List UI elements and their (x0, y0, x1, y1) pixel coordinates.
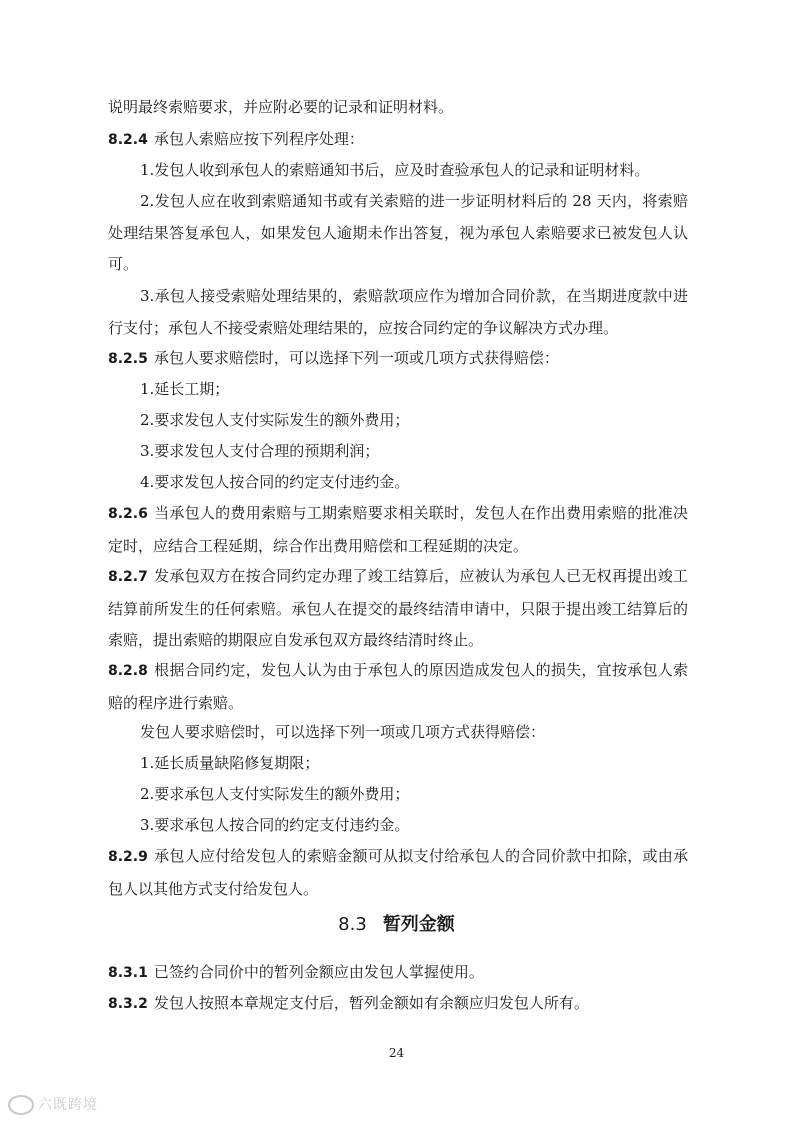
list-item: 2.要求承包人支付实际发生的额外费用； (140, 785, 410, 803)
clause-text: 当承包人的费用索赔与工期索赔要求相关联时，发包人在作出费用索赔的批准决定时，应结合工程延期，综合作出费用赔偿和工程延期的决定。 (108, 504, 688, 555)
clause-number: 8.2.9 (108, 849, 148, 865)
list-item: 3.要求发包人支付合理的预期利润； (140, 442, 380, 460)
clause-number: 8.2.6 (108, 506, 148, 522)
page-number: 24 (388, 1046, 405, 1060)
clause-8-2-9 (108, 841, 688, 905)
clause-number: 8.2.7 (108, 569, 148, 585)
clause-text: 根据合同约定，发包人认为由于承包人的原因造成发包人的损失，宜按承包人索赔的程序进行索赔。 (108, 661, 688, 712)
watermark-text: 六既跨境 (38, 1097, 98, 1113)
clause-text: 承包人索赔应按下列程序处理： (153, 130, 364, 148)
clause-text: 承包人应付给发包人的索赔金额可从拟支付给承包人的合同价款中扣除，或由承包人以其他方式支付给发包人。 (108, 847, 688, 898)
clause-8-2-4 (108, 124, 688, 157)
list-item: 2.要求发包人支付实际发生的额外费用； (140, 411, 410, 429)
watermark (8, 1094, 98, 1115)
paragraph: 说明最终索赔要求，并应附必要的记录和证明材料。 (108, 98, 454, 116)
clause-number: 8.2.5 (108, 351, 148, 367)
list-item: 4.要求发包人按合同的约定支付违约金。 (140, 473, 410, 491)
clause-8-2-6 (108, 498, 688, 562)
list-item: 1.延长工期； (140, 380, 230, 398)
watermark-logo-icon (8, 1095, 34, 1115)
list-item: 3.要求承包人按合同的约定支付违约金。 (140, 816, 410, 834)
clause-number: 8.3.1 (108, 965, 148, 981)
clause-text: 发承包双方在按合同约定办理了竣工结算后，应被认为承包人已无权再提出竣工结算前所发生的任何索赔。承包人在提交的最终结清申请中，只限于提出竣工结算后的索赔，提出索赔的期限应自发承包双方最终结清时终止。 (108, 567, 688, 649)
clause-8-3-1 (108, 957, 688, 990)
list-item: 3.承包人接受索赔处理结果的，索赔款项应作为增加合同价款，在当期进度款中进行支付；承包人不接受索赔处理结果的，应按合同约定的争议解决方式办理。 (108, 287, 688, 337)
list-item: 1.延长质量缺陷修复期限； (140, 754, 320, 772)
paragraph: 发包人要求赔偿时，可以选择下列一项或几项方式获得赔偿： (140, 723, 546, 741)
clause-8-2-7 (108, 561, 688, 657)
section-heading (0, 910, 793, 936)
section-title: 暂列金额 (382, 914, 455, 935)
clause-text: 承包人要求赔偿时，可以选择下列一项或几项方式获得赔偿： (153, 349, 559, 367)
list-item: 1.发包人收到承包人的索赔通知书后，应及时查验承包人的记录和证明材料。 (140, 161, 650, 179)
clause-number: 8.2.4 (108, 132, 148, 148)
clause-8-2-8 (108, 655, 688, 719)
section-number: 8.3 (338, 914, 367, 935)
clause-number: 8.3.2 (108, 996, 148, 1012)
clause-text: 发包人按照本章规定支付后，暂列金额如有余额应归发包人所有。 (153, 994, 589, 1012)
clause-text: 已签约合同价中的暂列金额应由发包人掌握使用。 (153, 963, 484, 981)
list-item: 2.发包人应在收到索赔通知书或有关索赔的进一步证明材料后的 28 天内，将索赔处理结果答复承包人，如果发包人逾期未作出答复，视为承包人索赔要求已被发包人认可。 (108, 192, 688, 273)
clause-number: 8.2.8 (108, 663, 148, 679)
clause-8-3-2 (108, 988, 688, 1021)
clause-8-2-5 (108, 343, 688, 376)
